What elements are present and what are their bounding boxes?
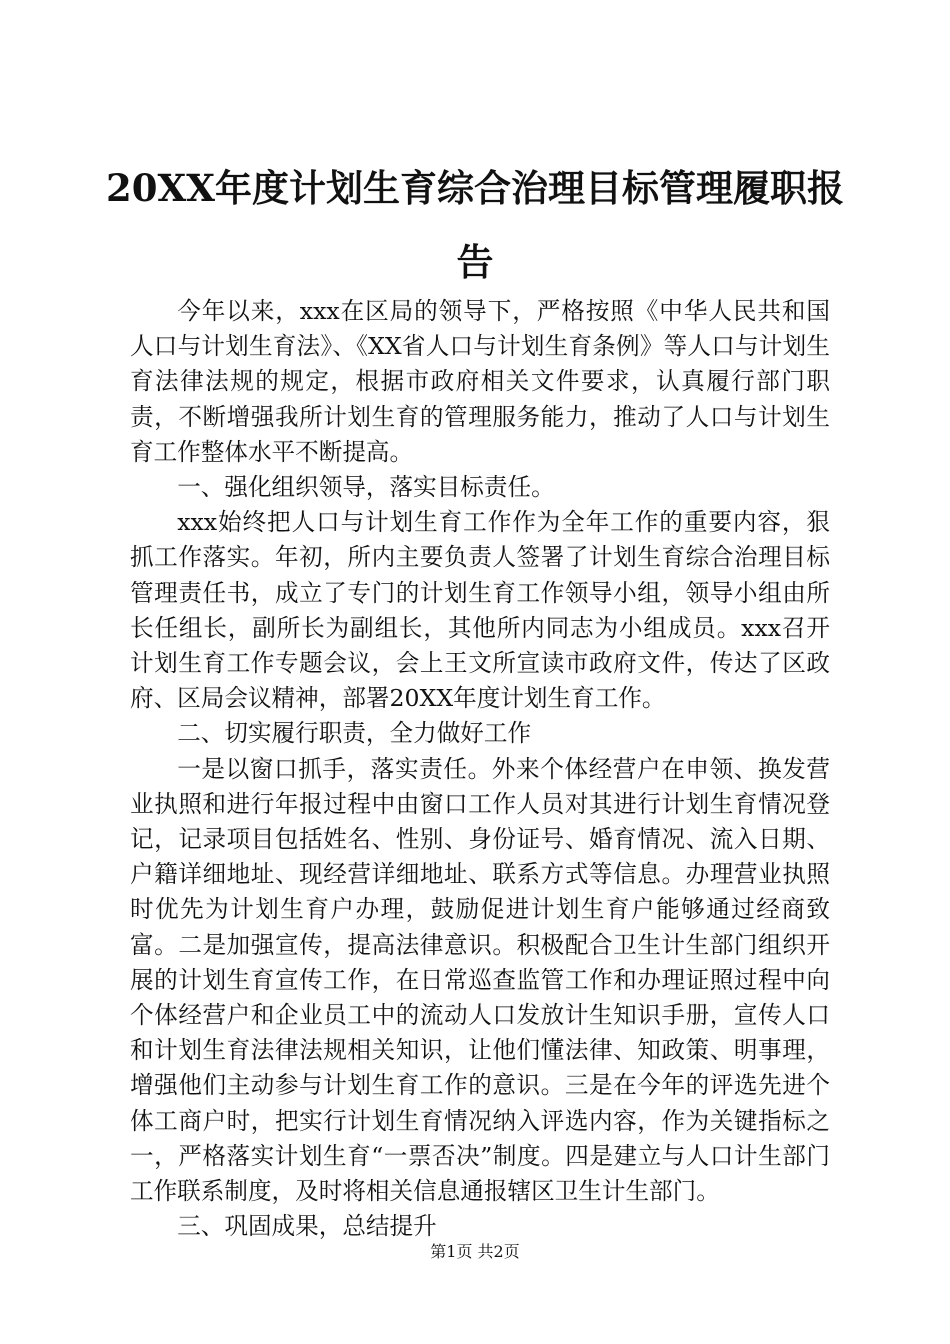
section-heading-2: 二、切实履行职责，全力做好工作 [177,719,532,748]
document-body [130,294,830,1244]
document-title [100,157,850,293]
paragraph-intro: 今年以来，xxx在区局的领导下，严格按照《中华人民共和国人口与计划生育法》、《XX省人口与计划生育条例》等人口与计划生育法律法规的规定，根据市政府相关文件要求，认真履行部门职责，不断增强我所计划生育的管理服务能力，推动了人口与计划生育工作整体水平不断提高。 [130,297,830,466]
title-line-1: 20XX年度计划生育综合治理目标管理履职报 [106,166,844,210]
section-heading-3: 三、巩固成果，总结提升 [177,1212,437,1241]
section-heading-1: 一、强化组织领导，落实目标责任。 [177,473,555,502]
paragraph-section-1: xxx始终把人口与计划生育工作作为全年工作的重要内容，狠抓工作落实。年初，所内主要负责人签署了计划生育综合治理目标管理责任书，成立了专门的计划生育工作领导小组，领导小组由所长任组长，副所长为副组长，其他所内同志为小组成员。xxx召开计划生育工作专题会议，会上王文所宣读市政府文件，传达了区政府、区局会议精神，部署20XX年度计划生育工作。 [130,508,830,713]
title-line-2: 告 [456,240,494,284]
page-number-footer: 第1页 共2页 [430,1242,520,1261]
paragraph-section-2: 一是以窗口抓手，落实责任。外来个体经营户在申领、换发营业执照和进行年报过程中由窗口工作人员对其进行计划生育情况登记，记录项目包括姓名、性别、身份证号、婚育情况、流入日期、户籍详细地址、现经营详细地址、联系方式等信息。办理营业执照时优先为计划生育户办理，鼓励促进计划生育户能够通过经商致富。二是加强宣传，提高法律意识。积极配合卫生计生部门组织开展的计划生育宣传工作，在日常巡查监管工作和办理证照过程中向个体经营户和企业员工中的流动人口发放计生知识手册，宣传人口和计划生育法律法规相关知识，让他们懂法律、知政策、明事理，增强他们主动参与计划生育工作的意识。三是在今年的评选先进个体工商户时，把实行计划生育情况纳入评选内容，作为关键指标之一，严格落实计划生育“一票否决”制度。四是建立与人口计生部门工作联系制度，及时将相关信息通报辖区卫生计生部门。 [130,754,830,1206]
